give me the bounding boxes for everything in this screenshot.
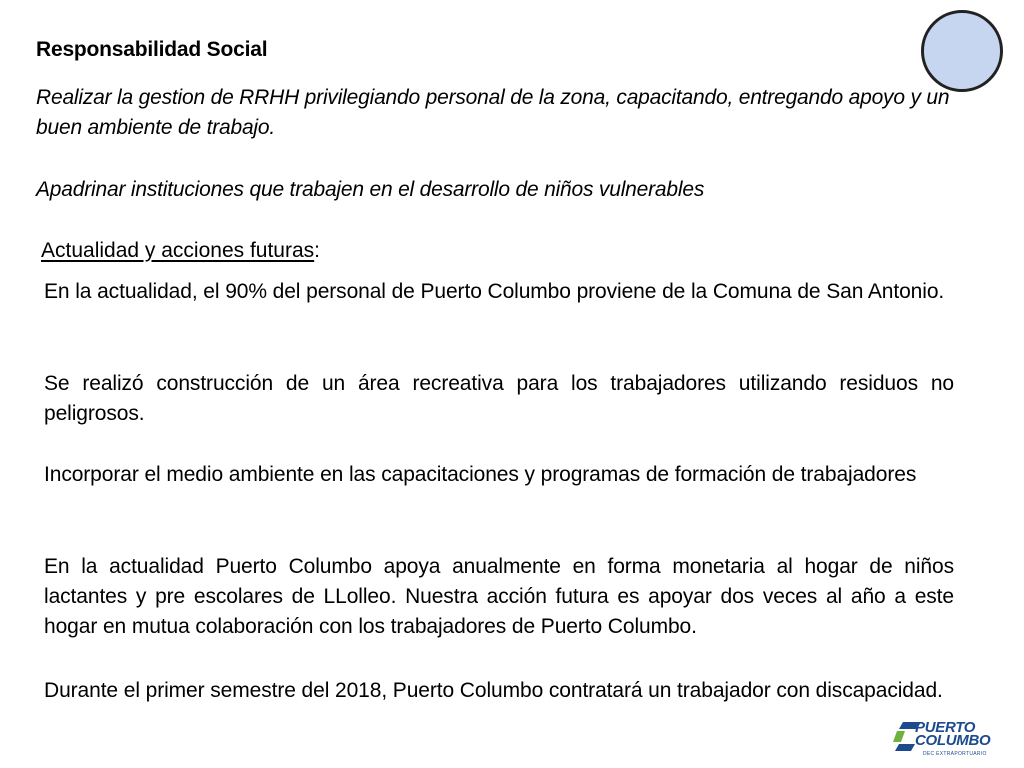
section-heading-colon: : <box>314 239 320 262</box>
body-paragraph-3: Incorporar el medio ambiente en las capacitaciones y programas de formación de trabajadores <box>44 463 917 486</box>
body-paragraph-2: Se realizó construcción de un área recreativa para los trabajadores utilizando residuos no peligrosos. <box>44 372 954 425</box>
intro-paragraph-1: Realizar la gestion de RRHH privilegiando personal de la zona, capacitando, entregando apoyo y un buen ambiente de trabajo. <box>36 86 950 139</box>
section-heading-text: Actualidad y acciones futuras <box>41 239 315 262</box>
logo-word-puerto: PUERTO <box>915 719 976 736</box>
logo-word-columbo: COLUMBO <box>915 732 991 749</box>
intro-paragraph-2: Apadrinar instituciones que trabajen en el desarrollo de niños vulnerables <box>36 178 705 201</box>
section-heading <box>41 236 320 266</box>
slide-title: Responsabilidad Social <box>36 38 268 61</box>
logo-tagline: DEC EXTRAPORTUARIO <box>923 751 987 757</box>
body-paragraph-4: En la actualidad Puerto Columbo apoya anualmente en forma monetaria al hogar de niños lactantes y pre escolares de LLolleo. Nuestra acción futura es apoyar dos veces al año a este hogar en mutua colaboración con los trabajadores de Puerto Columbo. <box>44 555 954 638</box>
company-logo <box>893 718 1009 762</box>
decorative-circle <box>921 10 1003 92</box>
body-paragraph-1: En la actualidad, el 90% del personal de Puerto Columbo proviene de la Comuna de San Antonio. <box>44 280 945 303</box>
body-paragraph-5: Durante el primer semestre del 2018, Puerto Columbo contratará un trabajador con discapacidad. <box>44 679 943 702</box>
